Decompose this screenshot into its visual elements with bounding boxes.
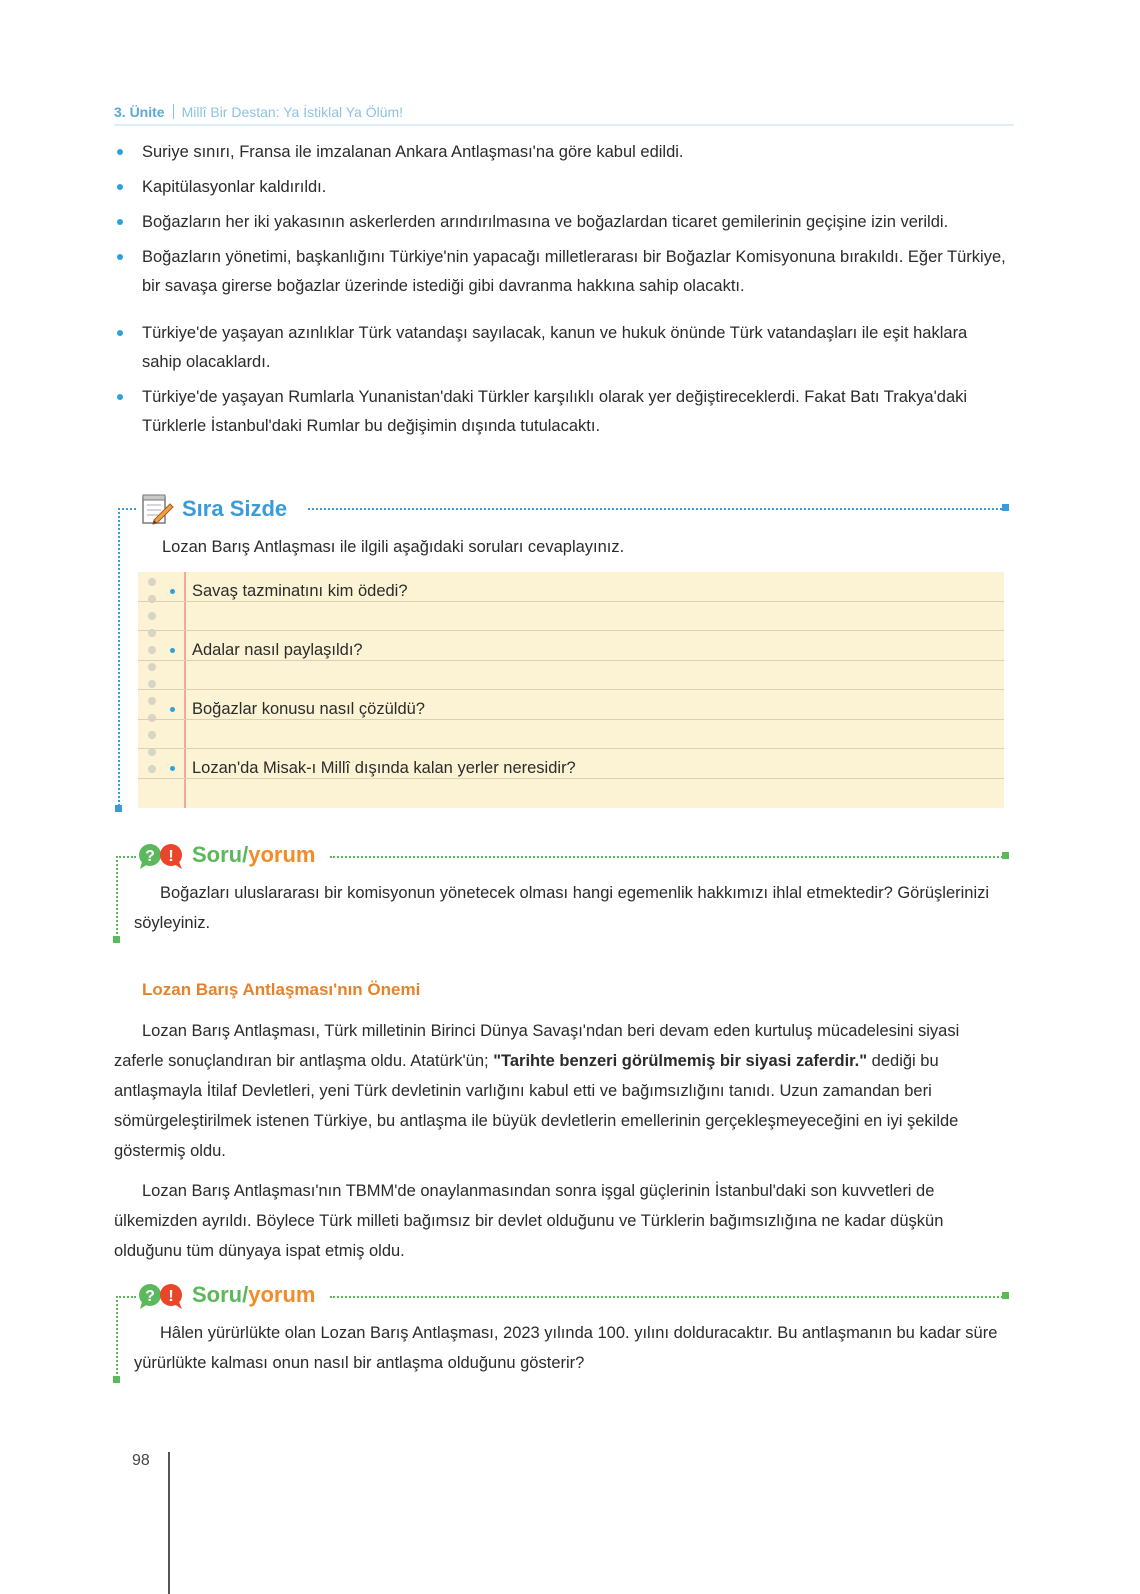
quote-bold: "Tarihte benzeri görülmemiş bir siyasi zaferdir." [493,1052,868,1070]
soru-yorum-box-2 [116,1282,1006,1378]
list-item: Boğazların her iki yakasının askerlerden arındırılmasına ve boğazlardan ticaret gemilerinin geçişine izin verildi. [114,208,1009,237]
box-border [118,508,120,806]
soru-yorum-text: Boğazları uluslararası bir komisyonun yönetecek olması hangi egemenlik hakkımızı ihlal etmektedir? Görüşlerinizi söyleyiniz. [134,884,990,932]
box-border [308,508,1006,510]
border-end-marker [1002,1292,1009,1299]
box-border [116,1296,118,1378]
box-border [116,856,118,938]
svg-text:?: ? [145,1288,155,1305]
sira-sizde-title: Sıra Sizde [182,496,288,521]
treaty-terms-list [114,138,1009,447]
unit-label: 3. Ünite [114,104,165,120]
list-item: Kapitülasyonlar kaldırıldı. [114,173,1009,202]
question-exclamation-icon [138,1282,184,1310]
list-item: Türkiye'de yaşayan Rumlarla Yunanistan'daki Türkler karşılıklı olarak yer değiştireceklerdi. Fakat Batı Trakya'daki Türklerle İstanbul'daki Rumlar bu değişimin dışında tutulacaktı. [114,383,1009,441]
svg-text:?: ? [145,848,155,865]
border-end-marker [1002,504,1009,511]
soru-yorum-box-1 [116,842,1006,938]
bullet-icon [117,149,123,155]
bullet-icon [117,254,123,260]
box-border [116,856,136,858]
question-item: Lozan'da Misak-ı Millî dışında kalan yerler neresidir? [192,759,576,777]
question-notepad [138,572,1004,808]
soru-yorum-title: Soru/yorum [192,1282,316,1307]
box-border [330,856,1006,858]
soru-yorum-title: Soru/yorum [192,842,316,867]
notepad-pencil-icon [140,492,174,526]
svg-text:!: ! [168,1288,174,1305]
bullet-icon [170,589,175,594]
paragraph: Lozan Barış Antlaşması'nın TBMM'de onaylanmasından sonra işgal güçlerinin İstanbul'daki son kuvvetleri de ülkemizden ayrıldı. Böylece Türk milleti bağımsız bir devlet olduğunu ve Türklerin bağımsızlığına ne kadar düşkün olduğunu tüm dünyaya ispat etmiş oldu. [114,1182,944,1260]
bullet-icon [117,394,123,400]
question-item: Savaş tazminatını kim ödedi? [192,582,408,600]
question-item: Adalar nasıl paylaşıldı? [192,641,363,659]
list-item: Boğazların yönetimi, başkanlığını Türkiye'nin yapacağı milletlerarası bir Boğazlar Komisyonuna bırakıldı. Eğer Türkiye, bir savaşa girerse boğazlar üzerinde istediği gibi davranma hakkına sahip olacaktı. [114,243,1009,301]
box-border [118,508,136,510]
sira-sizde-instruction: Lozan Barış Antlaşması ile ilgili aşağıdaki soruları cevaplayınız. [162,538,625,556]
bullet-icon [117,330,123,336]
section-title: Lozan Barış Antlaşması'nın Önemi [142,980,421,999]
soru-yorum-text: Hâlen yürürlükte olan Lozan Barış Antlaşması, 2023 yılında 100. yılını dolduracaktır. Bu antlaşmanın bu kadar süre yürürlükte kalması onun nasıl bir antlaşma olduğunu gösterir? [134,1324,998,1372]
header-divider [173,104,174,119]
border-end-marker [1002,852,1009,859]
bullet-icon [170,707,175,712]
page-number-rule [168,1452,170,1594]
list-item: Türkiye'de yaşayan azınlıklar Türk vatandaşı sayılacak, kanun ve hukuk önünde Türk vatandaşları ile eşit haklara sahip olacaklardı. [114,319,1009,377]
box-border [116,1296,136,1298]
bullet-icon [117,219,123,225]
page-number: 98 [132,1452,150,1469]
bullet-icon [170,766,175,771]
paragraph: Lozan Barış Antlaşması, Türk milletinin Birinci Dünya Savaşı'ndan beri devam eden kurtuluş mücadelesini siyasi zaferle sonuçlandıran bir antlaşma oldu. Atatürk'ün; "Tarihte benzeri görülmemiş bir siyasi zaferdir." dediği bu antlaşmayla İtilaf Devletleri, yeni Türk devletinin varlığını kabul etti ve bağımsızlığını tanıdı. Uzun zamandan beri sömürgeleştirilmek istenen Türkiye, bu antlaşma ile büyük devletlerin emellerinin gerçekleşmeyeceğini en iyi şekilde göstermiş oldu. [114,1022,960,1160]
page-header [114,104,1014,126]
unit-title: Millî Bir Destan: Ya İstiklal Ya Ölüm! [181,104,404,120]
bullet-icon [170,648,175,653]
bullet-icon [117,184,123,190]
list-item: Suriye sınırı, Fransa ile imzalanan Ankara Antlaşması'na göre kabul edildi. [114,138,1009,167]
svg-text:!: ! [168,848,174,865]
question-item: Boğazlar konusu nasıl çözüldü? [192,700,425,718]
border-end-marker [113,1376,120,1383]
question-exclamation-icon [138,842,184,870]
border-end-marker [115,805,122,812]
sira-sizde-box [118,496,1006,806]
box-border [330,1296,1006,1298]
border-end-marker [113,936,120,943]
